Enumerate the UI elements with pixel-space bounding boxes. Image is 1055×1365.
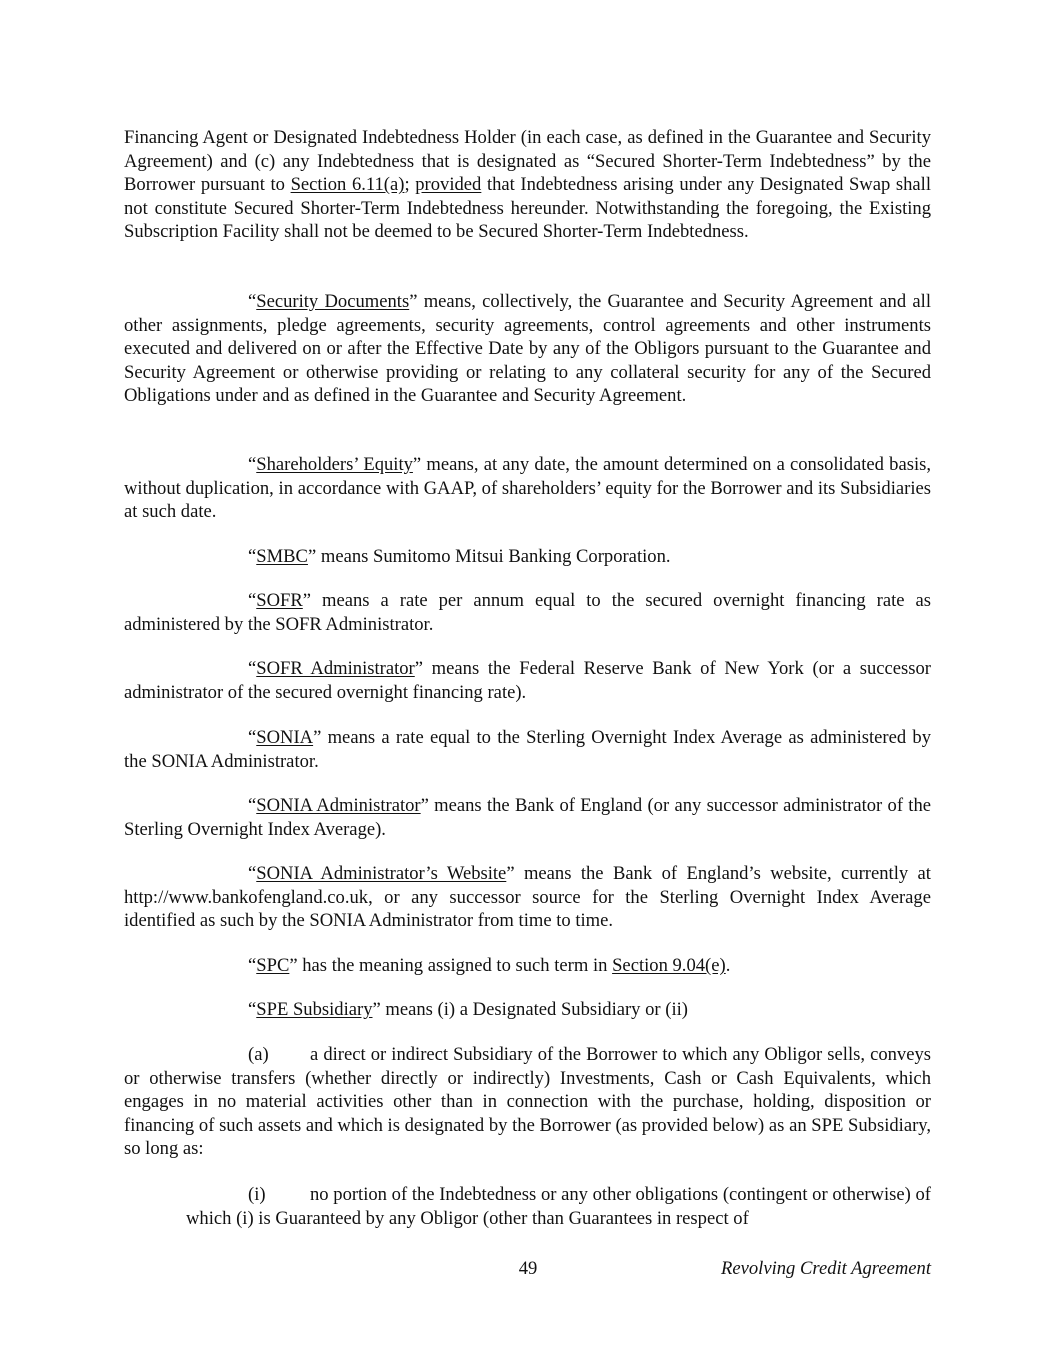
defined-term: SPC <box>256 955 290 976</box>
defined-term: SMBC <box>256 546 308 567</box>
defined-term: SOFR Administrator <box>256 658 415 679</box>
section-reference: Section 9.04(e) <box>612 955 726 976</box>
clause-label: (a) <box>248 1044 269 1065</box>
defined-term: SPE Subsidiary <box>256 999 373 1020</box>
definition-smbc: “SMBC” means Sumitomo Mitsui Banking Corporation. <box>248 546 671 567</box>
definition-spc: “SPC” has the meaning assigned to such term in Section 9.04(e). <box>248 955 731 976</box>
clause-label: (i) <box>248 1184 266 1205</box>
definition-sonia-administrator: “SONIA Administrator” means the Bank of England (or any successor administrator of the Sterling Overnight Index Average). <box>124 795 932 840</box>
definition-sofr: “SOFR” means a rate per annum equal to the secured overnight financing rate as administered by the SOFR Administrator. <box>124 590 931 635</box>
definition-shareholders-equity: “Shareholders’ Equity” means, at any date, the amount determined on a consolidated basis, without duplication, in accordance with GAAP, of shareholders’ equity for the Borrower and its Subsidiaries at such date. <box>124 454 931 523</box>
definition-security-documents: “Security Documents” means, collectively, the Guarantee and Security Agreement and all other assignments, pledge agreements, security agreements, control agreements and other instruments executed and delivered on or after the Effective Date by any of the Obligors pursuant to the Guarantee and Security Agreement or otherwise providing or relating to any collateral security for any of the Secured Obligations under and as defined in the Guarantee and Security Agreement. <box>124 291 931 407</box>
defined-term: Shareholders’ Equity <box>256 454 413 475</box>
definition-sofr-administrator: “SOFR Administrator” means the Federal Reserve Bank of New York (or a successor administrator of the secured overnight financing rate). <box>124 658 931 703</box>
provided-term: provided <box>415 174 482 196</box>
defined-term: SONIA Administrator’s Website <box>256 863 507 884</box>
document-title-footer: Revolving Credit Agreement <box>721 1258 931 1279</box>
clause-i: (i) no portion of the Indebtedness or any other obligations (contingent or otherwise) of which (i) is Guaranteed by any Obligor (other than Guarantees in respect of <box>186 1184 931 1229</box>
paragraph-secured-shorter-term-continuation: Financing Agent or Designated Indebtedness Holder (in each case, as defined in the Guarantee and Security Agreement) and (c) any Indebtedness that is designated as “Secured Shorter-Term Indebtedness” by the Borrower pursuant to Section 6.11(a); provided that Indebtedness arising under any Designated Swap shall not constitute Secured Shorter-Term Indebtedness hereunder. Notwithstanding the foregoing, the Existing Subscription Facility shall not be deemed to be Secured Shorter-Term Indebtedness. <box>124 127 932 243</box>
defined-term: SONIA <box>256 727 314 748</box>
defined-term: SONIA Administrator <box>256 795 421 816</box>
page-number: 49 <box>518 1258 538 1279</box>
section-reference: Section 6.11(a) <box>290 174 405 196</box>
definition-sonia-administrators-website: “SONIA Administrator’s Website” means the Bank of England’s website, currently at http://www.bankofengland.co.uk, or any successor source for the Sterling Overnight Index Average identified as such by the SONIA Administrator from time to time. <box>124 863 931 932</box>
defined-term: Security Documents <box>256 291 410 312</box>
definition-sonia: “SONIA” means a rate equal to the Sterling Overnight Index Average as administered by the SONIA Administrator. <box>124 727 931 772</box>
definition-spe-subsidiary: “SPE Subsidiary” means (i) a Designated Subsidiary or (ii) <box>248 999 688 1020</box>
clause-a: (a) a direct or indirect Subsidiary of the Borrower to which any Obligor sells, conveys or otherwise transfers (whether directly or indirectly) Investments, Cash or Cash Equivalents, which engages in no material activities other than in connection with the purchase, holding, disposition or financing of such assets and which is designated by the Borrower (as provided below) as an SPE Subsidiary, so long as: <box>124 1044 931 1160</box>
defined-term: SOFR <box>256 590 303 611</box>
